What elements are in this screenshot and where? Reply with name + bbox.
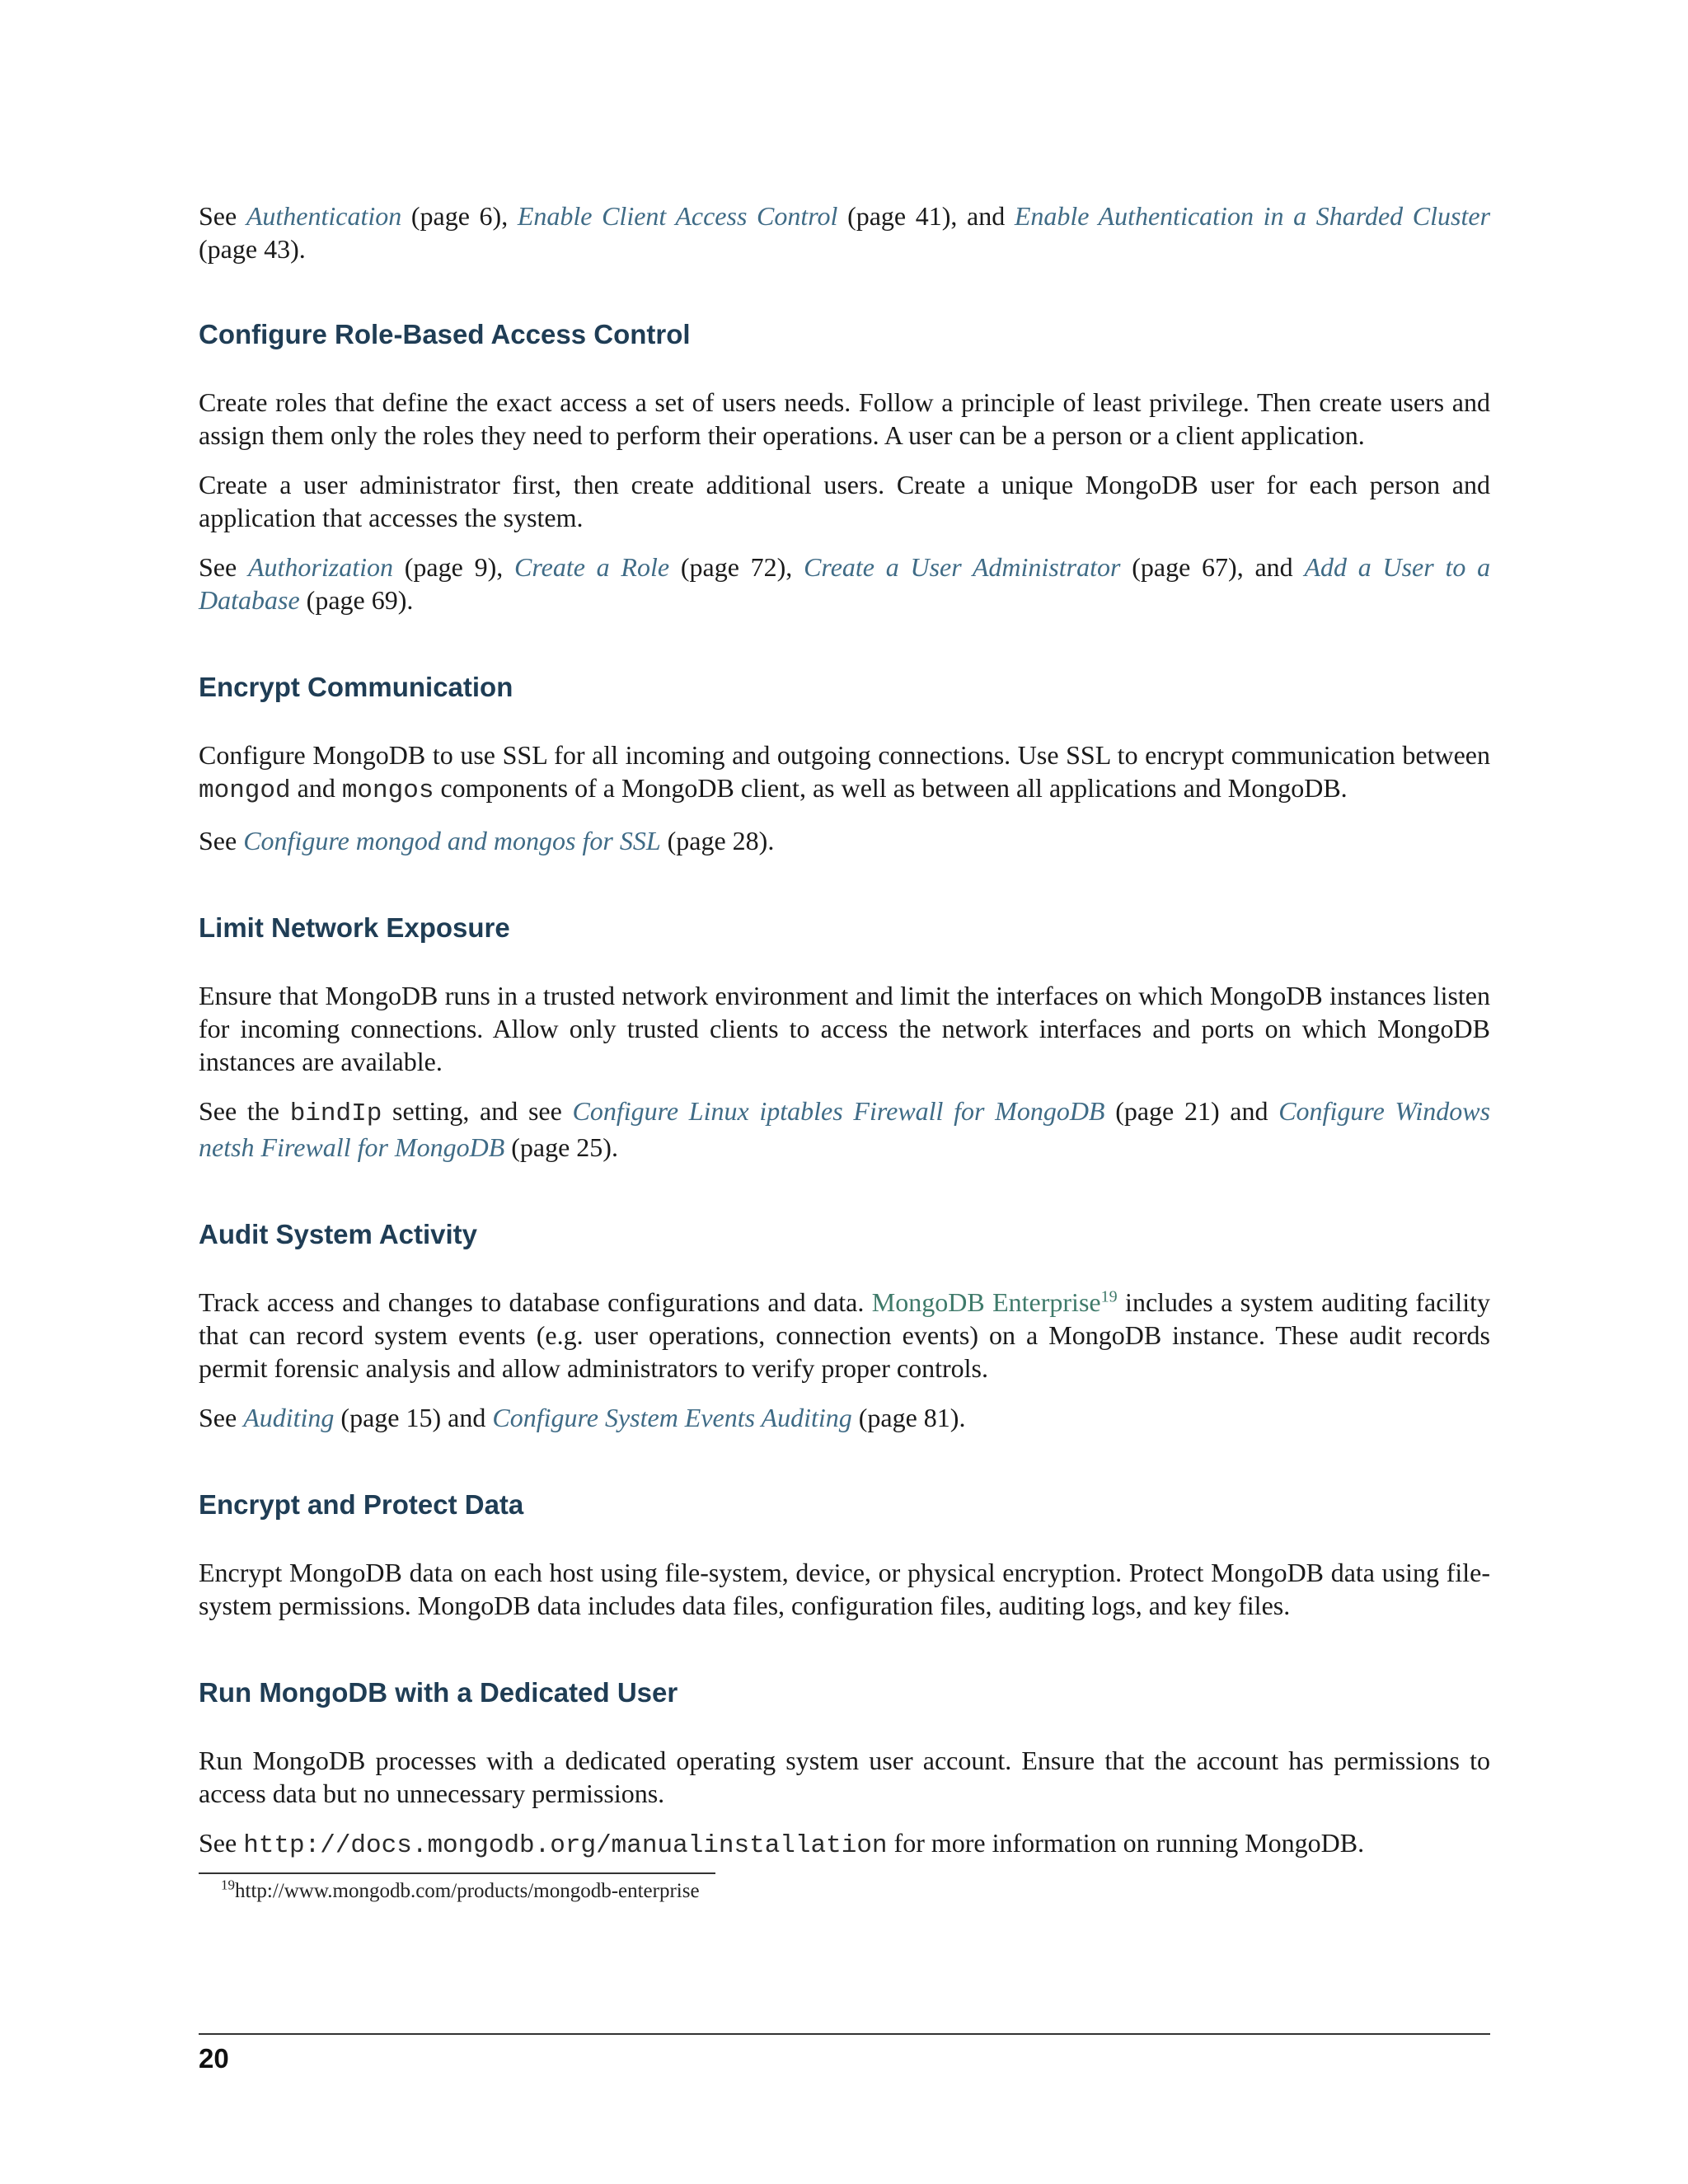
footnote — [221, 1879, 700, 1904]
footnote-marker[interactable]: 19 — [1100, 1287, 1118, 1306]
dedicated-see-also: See http://docs.mongodb.org/manualinstallation for more information on running MongoDB. — [199, 1828, 1365, 1860]
audit-see-also: See Auditing (page 15) and Configure System Events Auditing (page 81). — [199, 1403, 966, 1432]
link-enable-client-access-control[interactable]: Enable Client Access Control — [517, 201, 838, 231]
link-create-user-administrator[interactable]: Create a User Administrator — [804, 552, 1121, 582]
network-see-also: See the bindIp setting, and see Configure Linux iptables Firewall for MongoDB (page 21) and Configure Windows netsh Firewall for MongoDB (page 25). — [199, 1096, 1491, 1162]
audit-paragraph: Track access and changes to database configurations and data. MongoDB Enterprise$^{19}$ includes a system auditing facility that can record system events (e.g. user operations, connection events) on a MongoDB instance. These audit records permit forensic analysis and allow administrators to verify proper controls. — [199, 1287, 1491, 1383]
link-auditing[interactable]: Auditing — [243, 1403, 335, 1432]
footer-divider — [199, 2033, 1490, 2035]
section-audit-system-activity — [199, 1218, 1490, 1434]
code-mongos: mongos — [341, 776, 434, 805]
link-configure-ssl[interactable]: Configure mongod and mongos for SSL — [243, 826, 661, 855]
page-content — [199, 199, 1490, 1863]
link-linux-iptables-firewall[interactable]: Configure Linux iptables Firewall for MongoDB — [572, 1096, 1105, 1126]
rbac-paragraph-2: Create a user administrator first, then create additional users. Create a unique MongoDB user for each person and application that accesses the system. — [199, 470, 1490, 532]
section-limit-network-exposure — [199, 912, 1490, 1164]
link-enable-auth-sharded-cluster[interactable]: Enable Authentication in a Sharded Cluster — [1014, 201, 1491, 231]
heading-limit-network-exposure: Limit Network Exposure — [199, 912, 510, 943]
intro-paragraph: See Authentication (page 6), Enable Client Access Control (page 41), and Enable Authentication in a Sharded Cluster (page 43). — [199, 201, 1491, 264]
link-windows-netsh-firewall[interactable]: Configure Windows netsh Firewall for MongoDB — [199, 1096, 1491, 1162]
section-rbac — [199, 318, 1490, 616]
protect-paragraph: Encrypt MongoDB data on each host using file-system, device, or physical encryption. Protect MongoDB data using file-system permissions. MongoDB data includes data files, configuration files, auditing logs, and key files. — [199, 1558, 1490, 1620]
heading-dedicated-user: Run MongoDB with a Dedicated User — [199, 1677, 678, 1708]
network-paragraph: Ensure that MongoDB runs in a trusted network environment and limit the interfaces on which MongoDB instances listen for incoming connections. Allow only trusted clients to access the network interfaces and ports on which MongoDB instances are available. — [199, 981, 1490, 1076]
heading-audit-system-activity: Audit System Activity — [199, 1219, 478, 1249]
encrypt-comm-paragraph: Configure MongoDB to use SSL for all incoming and outgoing connections. Use SSL to encrypt communication between mongod and mongos components of a MongoDB client, as well as between all applications and MongoDB. — [199, 740, 1490, 805]
link-mongodb-enterprise[interactable]: MongoDB Enterprise$^{19}$ — [871, 1287, 1118, 1317]
rbac-see-also: See Authorization (page 9), Create a Role (page 72), Create a User Administrator (page 67), and Add a User to a Database (page 69). — [199, 552, 1491, 615]
link-authentication[interactable]: Authentication — [246, 201, 402, 231]
section-dedicated-user — [199, 1676, 1490, 1863]
footnote-divider — [199, 1872, 715, 1874]
link-configure-system-events-auditing[interactable]: Configure System Events Auditing — [492, 1403, 852, 1432]
code-mongod: mongod — [199, 776, 291, 805]
code-bindip: bindIp — [289, 1099, 382, 1128]
heading-encrypt-protect-data: Encrypt and Protect Data — [199, 1489, 524, 1520]
code-install-url: http://docs.mongodb.org/manualinstallation — [243, 1831, 888, 1860]
link-create-a-role[interactable]: Create a Role — [514, 552, 670, 582]
page-number: 20 — [199, 2043, 229, 2074]
dedicated-paragraph: Run MongoDB processes with a dedicated operating system user account. Ensure that the account has permissions to access data but no unnecessary permissions. — [199, 1746, 1490, 1808]
footnote-url[interactable]: http://www.mongodb.com/products/mongodb-enterprise — [235, 1880, 700, 1902]
heading-rbac: Configure Role-Based Access Control — [199, 319, 691, 349]
link-add-user-to-database[interactable]: Add a User to a Database — [199, 552, 1491, 615]
section-encrypt-protect-data — [199, 1488, 1490, 1622]
link-authorization[interactable]: Authorization — [247, 552, 393, 582]
encrypt-comm-see-also: See Configure mongod and mongos for SSL (page 28). — [199, 826, 775, 855]
heading-encrypt-communication: Encrypt Communication — [199, 672, 513, 702]
section-encrypt-communication — [199, 671, 1490, 857]
rbac-paragraph-1: Create roles that define the exact access a set of users needs. Follow a principle of least privilege. Then create users and assign them only the roles they need to perform their operations. A user can be a person or a client application. — [199, 387, 1490, 450]
footnote-number: 19 — [221, 1877, 235, 1893]
